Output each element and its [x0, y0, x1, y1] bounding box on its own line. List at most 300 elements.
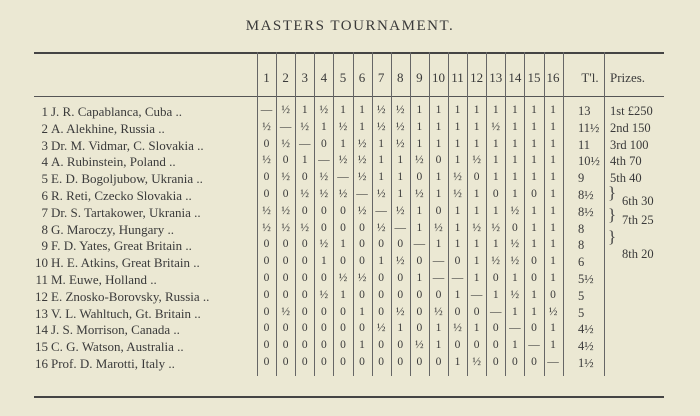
- score-cell: ½: [262, 154, 271, 167]
- score-cell: 1: [511, 272, 518, 284]
- score-cell: —: [509, 322, 521, 335]
- player-name: [34, 238, 252, 254]
- score-cell: ½: [491, 120, 501, 133]
- score-cell: 1: [531, 221, 537, 234]
- score-cell: ½: [357, 171, 367, 184]
- score-cell: —: [413, 238, 426, 251]
- player-prize: 1st £250: [610, 104, 653, 118]
- score-cell: ½: [357, 154, 367, 167]
- score-cell: 1: [435, 339, 442, 352]
- score-cell: 1: [454, 238, 461, 251]
- player-name: [34, 205, 252, 221]
- score-cell: 0: [378, 305, 385, 318]
- score-cell: 0: [263, 339, 270, 352]
- score-cell: 1: [416, 221, 423, 234]
- score-cell: 1: [378, 154, 385, 167]
- score-cell: ½: [434, 305, 443, 318]
- score-cell: —: [489, 305, 502, 318]
- score-cell: 1: [320, 120, 327, 133]
- score-cell: ½: [262, 221, 271, 234]
- score-cell: 0: [301, 305, 308, 318]
- score-cell: 1: [454, 356, 461, 368]
- score-cell: ½: [472, 356, 481, 368]
- score-cell: 0: [378, 339, 385, 352]
- score-cell: ½: [395, 255, 405, 268]
- score-cell: ½: [319, 238, 329, 251]
- score-cell: 0: [301, 171, 308, 184]
- score-cell: 0: [435, 204, 442, 217]
- score-cell: 0: [435, 288, 442, 301]
- player-label: F. D. Yates, Great Britain ..: [51, 238, 192, 254]
- score-cell: ½: [281, 171, 290, 184]
- player-total: 8: [578, 221, 585, 236]
- column-header: 7: [377, 70, 385, 85]
- player-number: 16: [35, 356, 48, 371]
- score-cell: 1: [492, 104, 499, 116]
- score-cell: 0: [492, 356, 499, 368]
- score-cell: 0: [301, 322, 308, 335]
- score-cell: 0: [359, 356, 365, 368]
- score-cell: 1: [550, 238, 556, 251]
- score-cell: 0: [301, 288, 308, 301]
- player-label: A. Rubinstein, Poland ..: [51, 154, 176, 170]
- player-number: 15: [35, 339, 48, 355]
- player-total: 10½: [578, 154, 600, 169]
- score-cell: 1: [492, 238, 499, 251]
- score-cell: —: [298, 137, 311, 150]
- score-cell: 1: [378, 137, 385, 150]
- score-cell: 1: [531, 204, 537, 217]
- score-cell: 1: [416, 120, 423, 133]
- score-cell: 0: [416, 171, 423, 184]
- score-cell: 1: [435, 171, 442, 184]
- player-total: 11½: [578, 120, 600, 135]
- player-name: [34, 154, 252, 170]
- score-cell: 1: [454, 154, 461, 167]
- player-total: 8½: [578, 188, 594, 202]
- score-cell: 1: [416, 204, 423, 217]
- score-cell: 1: [550, 255, 556, 268]
- score-cell: ½: [395, 305, 405, 318]
- score-cell: ½: [472, 221, 481, 234]
- player-number: 3: [41, 137, 48, 153]
- score-cell: ½: [319, 171, 329, 184]
- player-prize: 3rd 100: [610, 137, 649, 152]
- score-cell: ½: [376, 104, 386, 116]
- score-cell: ½: [376, 188, 386, 200]
- score-cell: 1: [378, 255, 385, 268]
- total-header: T'l.: [581, 70, 599, 85]
- player-label: Dr. S. Tartakower, Ukrania ..: [51, 204, 201, 220]
- score-cell: —: [547, 356, 559, 368]
- score-cell: 1: [531, 120, 537, 133]
- score-cell: ½: [338, 120, 348, 133]
- score-cell: 0: [492, 322, 499, 335]
- score-cell: 1: [473, 255, 480, 268]
- score-cell: ½: [491, 221, 501, 234]
- column-header: 10: [431, 70, 445, 85]
- score-cell: 0: [320, 305, 327, 318]
- player-total: 6: [578, 255, 585, 270]
- score-cell: 1: [550, 204, 556, 217]
- player-prize: 7th 25: [622, 212, 654, 227]
- score-cell: ½: [491, 255, 501, 268]
- score-cell: 0: [282, 288, 289, 301]
- player-number: 7: [41, 204, 48, 220]
- player-label: M. Euwe, Holland ..: [51, 272, 157, 287]
- score-cell: 0: [282, 356, 289, 368]
- score-cell: 0: [340, 305, 346, 318]
- score-cell: 1: [454, 120, 461, 133]
- score-cell: 0: [359, 221, 365, 234]
- score-cell: ½: [395, 120, 405, 133]
- score-cell: 1: [492, 204, 499, 217]
- score-cell: 1: [378, 171, 385, 184]
- player-total: 5: [578, 305, 585, 320]
- player-number: 2: [41, 120, 48, 136]
- score-cell: 0: [263, 272, 270, 284]
- score-cell: 1: [359, 104, 365, 116]
- score-cell: 1: [511, 188, 518, 200]
- header-rule: [34, 96, 664, 97]
- score-cell: 0: [511, 356, 518, 368]
- score-cell: 0: [340, 204, 346, 217]
- score-cell: ½: [357, 137, 367, 150]
- score-cell: 0: [397, 238, 404, 251]
- score-cell: 1: [454, 288, 461, 301]
- score-cell: ½: [453, 188, 462, 200]
- score-cell: 0: [320, 356, 327, 368]
- score-cell: 0: [550, 288, 556, 301]
- column-header: 5: [339, 70, 347, 85]
- player-total: 9: [578, 171, 585, 186]
- score-cell: 0: [282, 154, 289, 167]
- score-cell: 1: [492, 154, 499, 167]
- score-cell: 0: [340, 339, 346, 352]
- score-cell: 0: [454, 339, 461, 352]
- score-cell: 0: [263, 137, 270, 150]
- score-cell: ½: [262, 120, 271, 133]
- score-cell: 0: [301, 356, 308, 368]
- player-name: [34, 322, 252, 338]
- score-cell: 0: [340, 322, 346, 335]
- score-cell: —: [279, 120, 292, 133]
- player-total: 13: [578, 104, 591, 118]
- score-cell: 1: [416, 272, 423, 284]
- score-cell: ½: [338, 154, 348, 167]
- player-total: 4½: [578, 339, 594, 354]
- player-name: [34, 272, 252, 288]
- score-cell: 1: [435, 238, 442, 251]
- score-cell: ½: [472, 154, 481, 167]
- brace-7th-8th: }: [608, 205, 617, 224]
- player-label: Dr. M. Vidmar, C. Slovakia ..: [51, 137, 204, 153]
- score-cell: 0: [282, 255, 289, 268]
- score-cell: —: [432, 272, 445, 284]
- score-cell: 0: [378, 238, 385, 251]
- score-cell: 1: [473, 104, 480, 116]
- score-cell: 1: [531, 154, 537, 167]
- score-cell: ½: [415, 188, 424, 200]
- score-cell: 1: [531, 104, 537, 116]
- prizes-header: Prizes.: [610, 70, 646, 85]
- player-name: [34, 289, 252, 305]
- score-cell: 1: [511, 120, 518, 133]
- score-cell: 0: [531, 255, 537, 268]
- score-cell: 0: [320, 322, 327, 335]
- score-cell: 1: [550, 272, 556, 284]
- score-cell: ½: [357, 272, 367, 284]
- score-cell: 0: [359, 255, 365, 268]
- player-number: 9: [41, 238, 48, 254]
- score-cell: 0: [359, 238, 365, 251]
- player-label: Prof. D. Marotti, Italy ..: [51, 356, 175, 371]
- column-divider: [604, 52, 605, 376]
- score-cell: 0: [531, 272, 537, 284]
- score-cell: 0: [320, 137, 327, 150]
- player-name: [34, 356, 252, 372]
- score-cell: ½: [510, 238, 520, 251]
- player-label: H. E. Atkins, Great Britain ..: [51, 255, 200, 271]
- score-cell: 1: [550, 171, 556, 184]
- score-cell: —: [528, 339, 540, 352]
- column-header: 13: [489, 70, 503, 85]
- score-cell: 0: [397, 288, 404, 301]
- score-cell: 1: [435, 188, 442, 200]
- score-cell: 1: [473, 120, 480, 133]
- player-number: 10: [35, 255, 48, 271]
- bottom-rule: [34, 396, 664, 398]
- column-header: 6: [358, 70, 366, 85]
- brace-8th: }: [608, 227, 617, 246]
- score-cell: 1: [492, 288, 499, 301]
- score-cell: 1: [397, 188, 404, 200]
- score-cell: 0: [263, 305, 270, 318]
- score-cell: 1: [531, 171, 537, 184]
- score-cell: 1: [492, 171, 499, 184]
- score-cell: 1: [550, 221, 556, 234]
- score-cell: 1: [531, 238, 537, 251]
- score-cell: ½: [281, 221, 290, 234]
- score-cell: 1: [550, 120, 556, 133]
- score-cell: 0: [263, 356, 270, 368]
- score-cell: 0: [378, 356, 385, 368]
- player-name: [34, 339, 252, 355]
- score-cell: 1: [550, 137, 556, 150]
- player-name: [34, 222, 252, 238]
- score-cell: 1: [511, 104, 518, 116]
- score-cell: ½: [300, 188, 310, 200]
- score-cell: ½: [434, 221, 443, 234]
- score-cell: 1: [473, 238, 480, 251]
- score-cell: 0: [301, 204, 308, 217]
- player-label: V. L. Wahltuch, Gt. Britain ..: [51, 305, 201, 321]
- score-cell: 1: [511, 305, 518, 318]
- player-total: 8½: [578, 204, 594, 219]
- score-cell: 1: [511, 137, 518, 150]
- score-cell: ½: [510, 204, 520, 217]
- score-cell: ½: [281, 204, 290, 217]
- player-number: 13: [35, 305, 48, 321]
- score-cell: —: [470, 288, 483, 301]
- score-cell: 0: [340, 255, 346, 268]
- score-cell: 1: [397, 171, 404, 184]
- score-cell: 0: [397, 272, 404, 284]
- score-cell: 0: [531, 356, 537, 368]
- score-cell: 0: [492, 339, 499, 352]
- score-cell: 0: [435, 154, 442, 167]
- player-number: 1: [41, 104, 48, 119]
- column-header: 8: [396, 70, 404, 85]
- player-label: E. Znosko-Borovsky, Russia ..: [51, 288, 210, 304]
- score-cell: 0: [263, 322, 270, 335]
- score-cell: 0: [473, 305, 480, 318]
- score-cell: 1: [340, 137, 346, 150]
- score-cell: 1: [550, 322, 556, 335]
- column-header: 9: [416, 70, 423, 85]
- score-cell: ½: [319, 288, 329, 301]
- score-cell: 0: [282, 339, 289, 352]
- player-number: 14: [35, 322, 48, 338]
- score-cell: 1: [531, 137, 537, 150]
- score-cell: 0: [340, 356, 346, 368]
- score-cell: —: [318, 154, 330, 167]
- column-header: 3: [301, 70, 308, 85]
- score-cell: 0: [359, 322, 365, 335]
- score-cell: —: [356, 188, 368, 200]
- score-cell: 0: [435, 356, 442, 368]
- score-cell: 1: [340, 104, 346, 116]
- player-number: 4: [41, 154, 48, 170]
- player-number: 8: [41, 221, 48, 237]
- score-cell: 0: [397, 339, 404, 352]
- score-cell: 0: [492, 272, 499, 284]
- player-prize: 5th 40: [610, 171, 642, 186]
- score-cell: 0: [416, 322, 423, 335]
- score-cell: 1: [435, 104, 442, 116]
- player-name: [34, 104, 252, 120]
- score-cell: 1: [473, 188, 480, 200]
- score-cell: 1: [550, 339, 556, 352]
- score-cell: ½: [338, 188, 348, 200]
- score-cell: ½: [262, 204, 271, 217]
- player-label: E. D. Bogoljubow, Ukrania ..: [51, 171, 203, 187]
- score-cell: —: [432, 255, 445, 268]
- score-cell: 1: [397, 154, 404, 167]
- score-cell: 0: [301, 255, 308, 268]
- score-cell: 1: [397, 322, 404, 335]
- player-label: J. R. Capablanca, Cuba ..: [51, 104, 183, 119]
- score-cell: ½: [548, 305, 558, 318]
- column-header: 4: [320, 70, 328, 85]
- page-title: MASTERS TOURNAMENT.: [245, 18, 455, 34]
- column-divider: [563, 52, 564, 376]
- player-number: 6: [41, 188, 48, 203]
- score-cell: —: [394, 221, 406, 234]
- player-total: 5½: [578, 272, 594, 286]
- score-cell: 0: [282, 188, 289, 200]
- player-prize: 8th 20: [622, 247, 654, 262]
- score-cell: 1: [550, 154, 556, 167]
- score-cell: 0: [263, 188, 270, 200]
- score-cell: ½: [453, 171, 462, 184]
- score-cell: 1: [320, 255, 327, 268]
- column-header: 1: [263, 70, 270, 85]
- score-cell: 0: [473, 339, 480, 352]
- score-cell: 0: [531, 188, 537, 200]
- player-name: [34, 171, 252, 187]
- score-cell: 1: [340, 288, 346, 301]
- score-cell: 0: [473, 171, 480, 184]
- player-number: 11: [35, 272, 48, 287]
- score-cell: 1: [531, 288, 537, 301]
- score-cell: 0: [301, 238, 308, 251]
- score-cell: 0: [511, 221, 518, 234]
- player-prize: 6th 30: [622, 194, 654, 208]
- player-total: 4½: [578, 322, 594, 337]
- score-cell: 1: [416, 104, 423, 116]
- score-cell: 0: [301, 339, 308, 352]
- score-cell: ½: [338, 272, 348, 284]
- player-total: 1½: [578, 356, 594, 370]
- score-cell: 1: [454, 137, 461, 150]
- score-cell: 0: [282, 322, 289, 335]
- score-cell: ½: [376, 221, 386, 234]
- score-cell: 0: [531, 322, 537, 335]
- player-prize: 2nd 150: [610, 120, 651, 135]
- score-cell: 0: [320, 221, 327, 234]
- column-header: 14: [508, 70, 522, 85]
- score-cell: 1: [550, 188, 556, 200]
- score-cell: 0: [320, 204, 327, 217]
- score-cell: 0: [263, 171, 270, 184]
- score-cell: 0: [397, 356, 404, 368]
- score-cell: 1: [511, 339, 518, 352]
- score-cell: —: [451, 272, 464, 284]
- score-cell: 0: [416, 356, 423, 368]
- player-label: C. G. Watson, Australia ..: [51, 339, 184, 355]
- column-header: 12: [470, 70, 484, 85]
- column-header: 16: [546, 70, 560, 85]
- score-cell: 1: [454, 104, 461, 116]
- score-cell: ½: [319, 188, 329, 200]
- score-cell: ½: [376, 120, 386, 133]
- player-number: 5: [41, 171, 48, 187]
- player-label: A. Alekhine, Russia ..: [51, 120, 165, 136]
- score-cell: 1: [359, 120, 365, 133]
- score-cell: 1: [473, 204, 480, 217]
- score-cell: 1: [473, 137, 480, 150]
- score-cell: ½: [300, 120, 310, 133]
- score-cell: 1: [492, 137, 499, 150]
- player-name: [34, 188, 252, 204]
- score-cell: 0: [416, 255, 423, 268]
- player-number: 12: [35, 288, 48, 304]
- score-cell: 1: [454, 204, 461, 217]
- player-label: G. Maroczy, Hungary ..: [51, 221, 174, 237]
- score-cell: 0: [263, 288, 270, 301]
- score-cell: ½: [300, 221, 310, 234]
- score-cell: ½: [281, 137, 290, 150]
- score-cell: —: [375, 204, 387, 217]
- score-cell: 0: [263, 255, 270, 268]
- player-total: 5: [578, 288, 585, 303]
- score-cell: 1: [473, 322, 480, 335]
- column-header: 2: [282, 70, 289, 85]
- player-name: [34, 306, 252, 322]
- score-cell: 0: [416, 288, 423, 301]
- score-cell: ½: [395, 104, 405, 116]
